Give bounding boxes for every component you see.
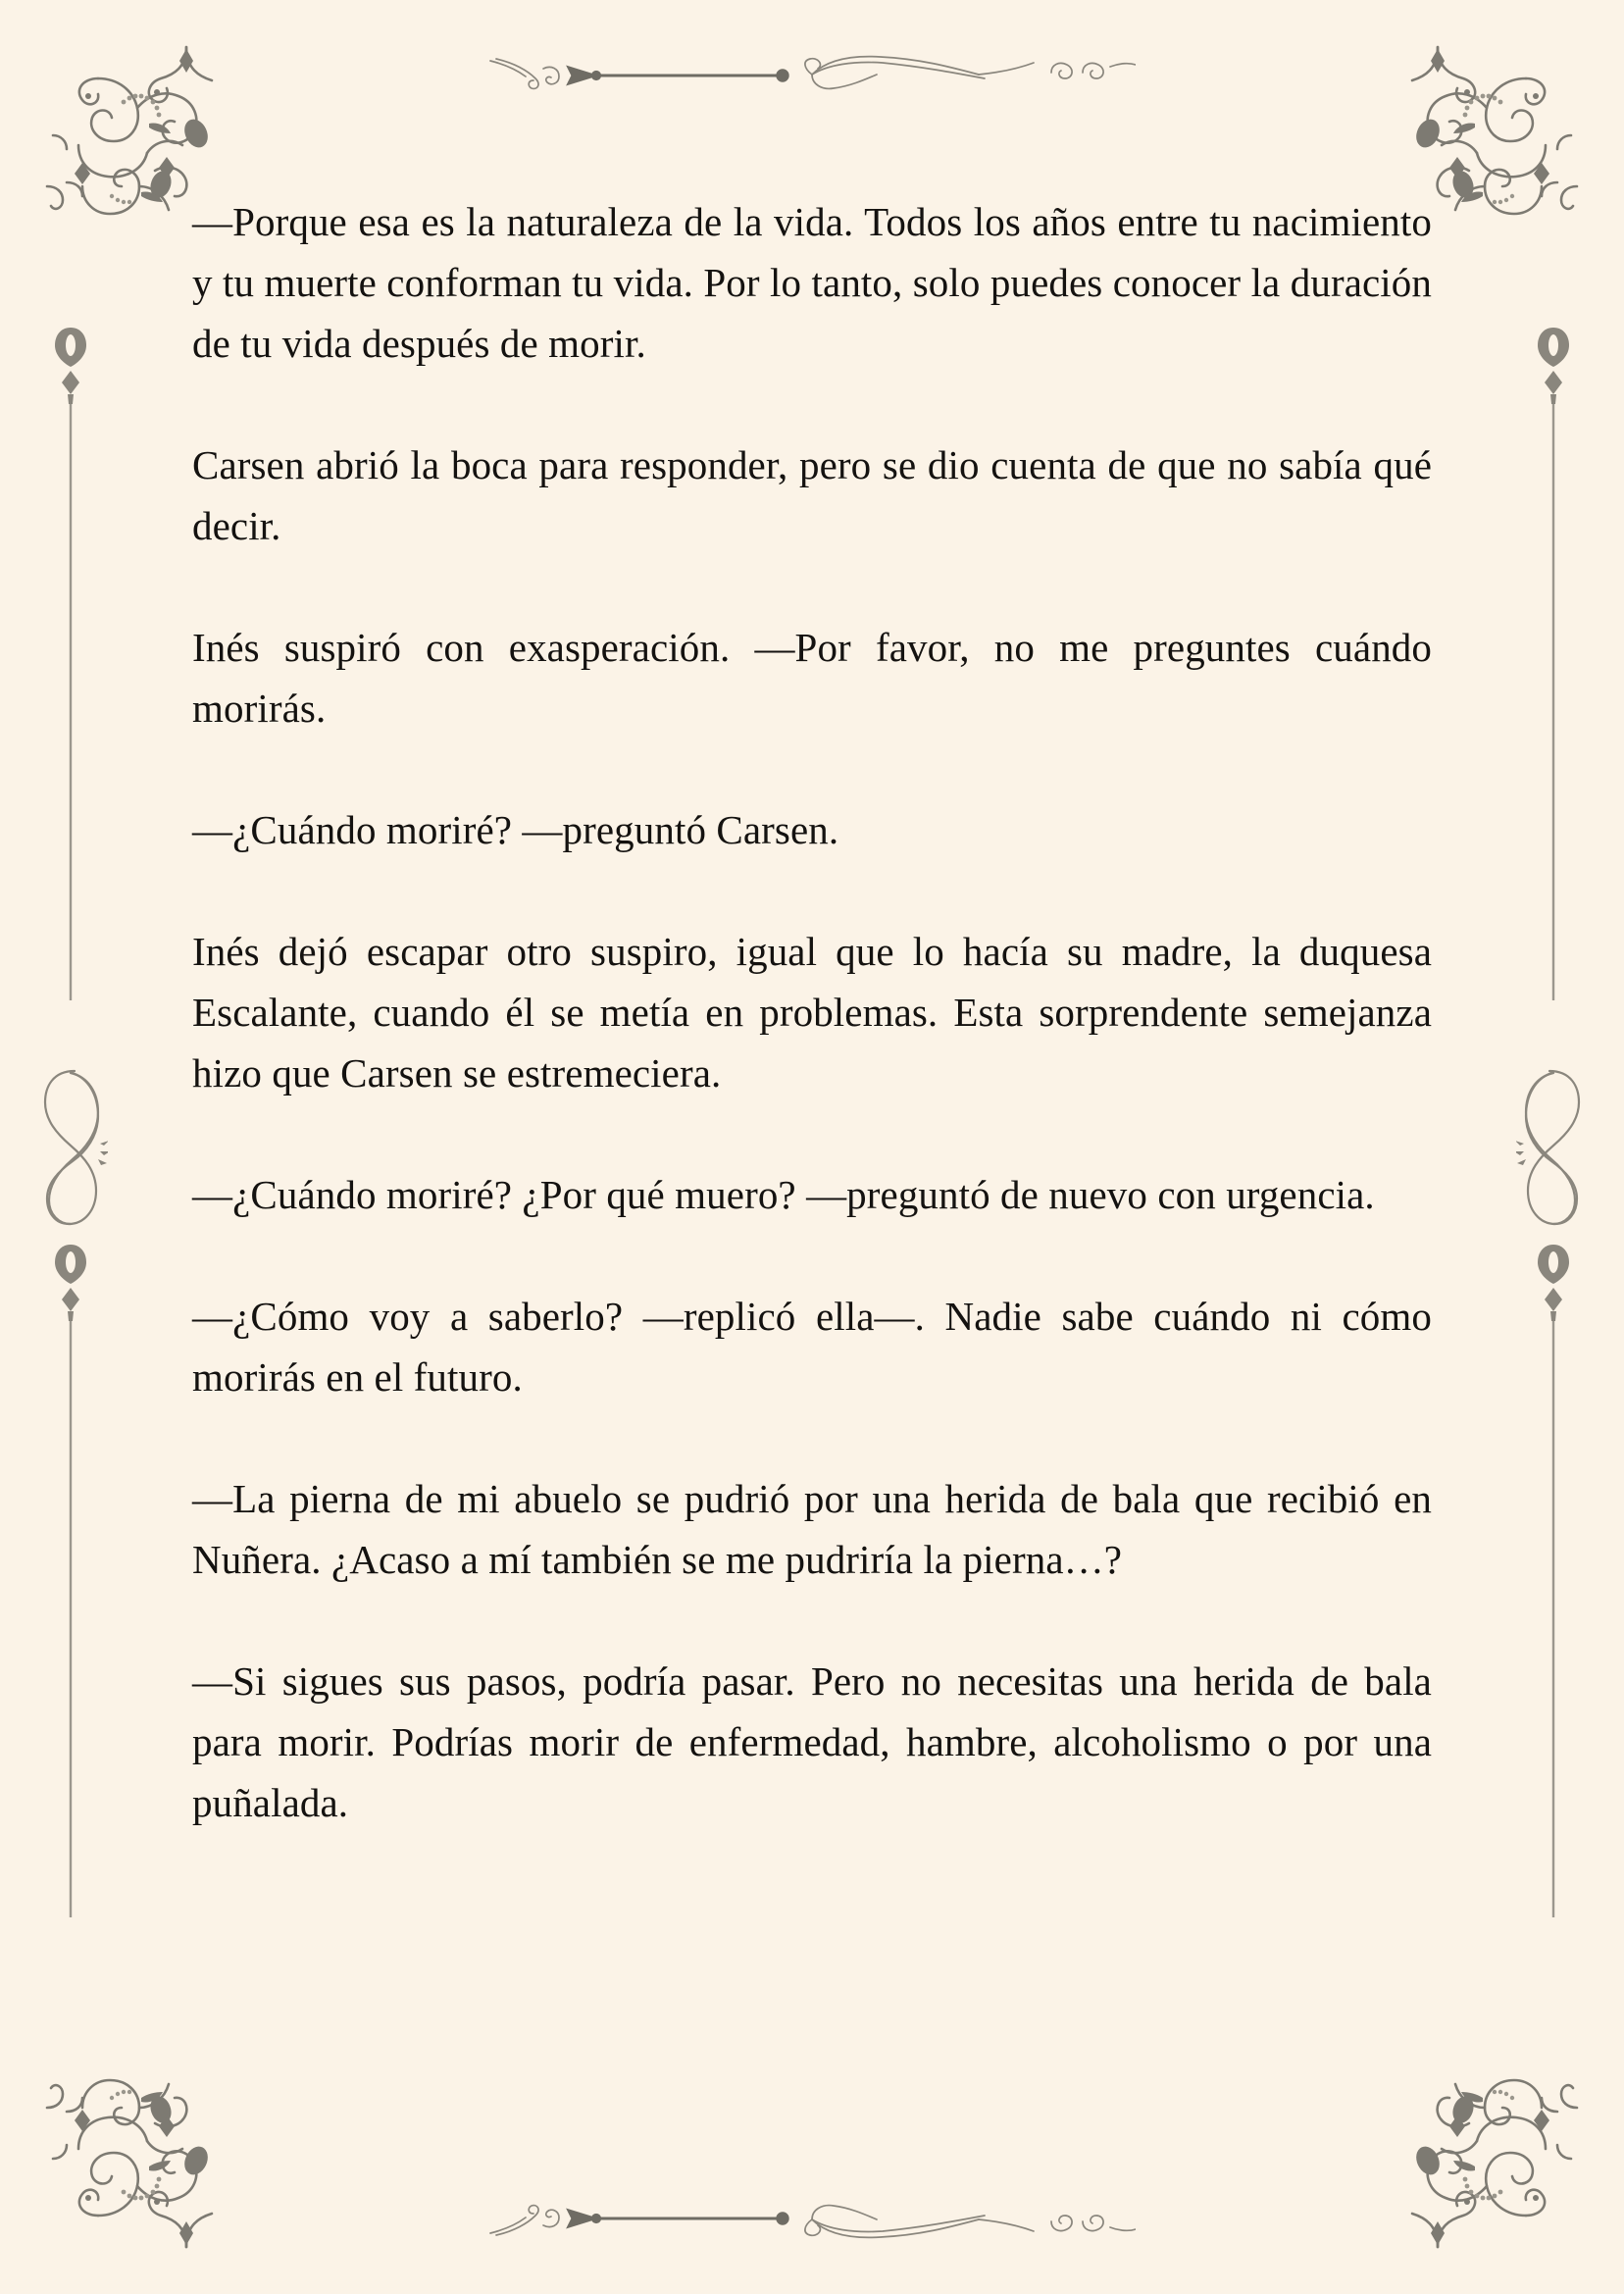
corner-ornament-bottom-right-icon <box>1398 2068 1585 2255</box>
horizontal-rule-top-icon <box>488 51 1136 94</box>
paragraph: —¿Cuándo moriré? ¿Por qué muero? —preguntó de nuevo con urgencia. <box>192 1172 1375 1217</box>
horizontal-rule-bottom-icon <box>488 2200 1136 2243</box>
paragraph: —¿Cuándo moriré? —preguntó Carsen. <box>192 807 839 852</box>
paragraph: Inés suspiró con exasperación. —Por favor, no me preguntes cuándo morirás. <box>192 625 1432 731</box>
side-rule-right-upper-icon <box>1537 324 1570 1000</box>
paragraph: —Porque esa es la naturaleza de la vida. Todos los años entre tu nacimiento y tu muerte conforman tu vida. Por lo tanto, solo puedes conocer la duración de tu vida después de morir. <box>192 199 1432 366</box>
page-body-text <box>192 191 1432 1833</box>
paragraph: Carsen abrió la boca para responder, pero se dio cuenta de que no sabía qué decir. <box>192 442 1432 548</box>
paragraph: —La pierna de mi abuelo se pudrió por una herida de bala que recibió en Nuñera. ¿Acaso a mí también se me pudriría la pierna…? <box>192 1476 1432 1582</box>
corner-ornament-bottom-left-icon <box>39 2068 226 2255</box>
side-rule-left-lower-icon <box>54 1241 87 1917</box>
paragraph: —Si sigues sus pasos, podría pasar. Pero no necesitas una herida de bala para morir. Podrías morir de enfermedad, hambre, alcoholismo o por una puñalada. <box>192 1658 1432 1825</box>
side-ornament-left-middle-icon <box>39 1059 108 1236</box>
paragraph: —¿Cómo voy a saberlo? —replicó ella—. Nadie sabe cuándo ni cómo morirás en el futuro. <box>192 1294 1432 1400</box>
paragraph: Inés dejó escapar otro suspiro, igual que lo hacía su madre, la duquesa Escalante, cuando él se metía en problemas. Esta sorprendente semejanza hizo que Carsen se estremeciera. <box>192 929 1432 1096</box>
side-ornament-right-middle-icon <box>1516 1059 1585 1236</box>
side-rule-right-lower-icon <box>1537 1241 1570 1917</box>
side-rule-left-upper-icon <box>54 324 87 1000</box>
